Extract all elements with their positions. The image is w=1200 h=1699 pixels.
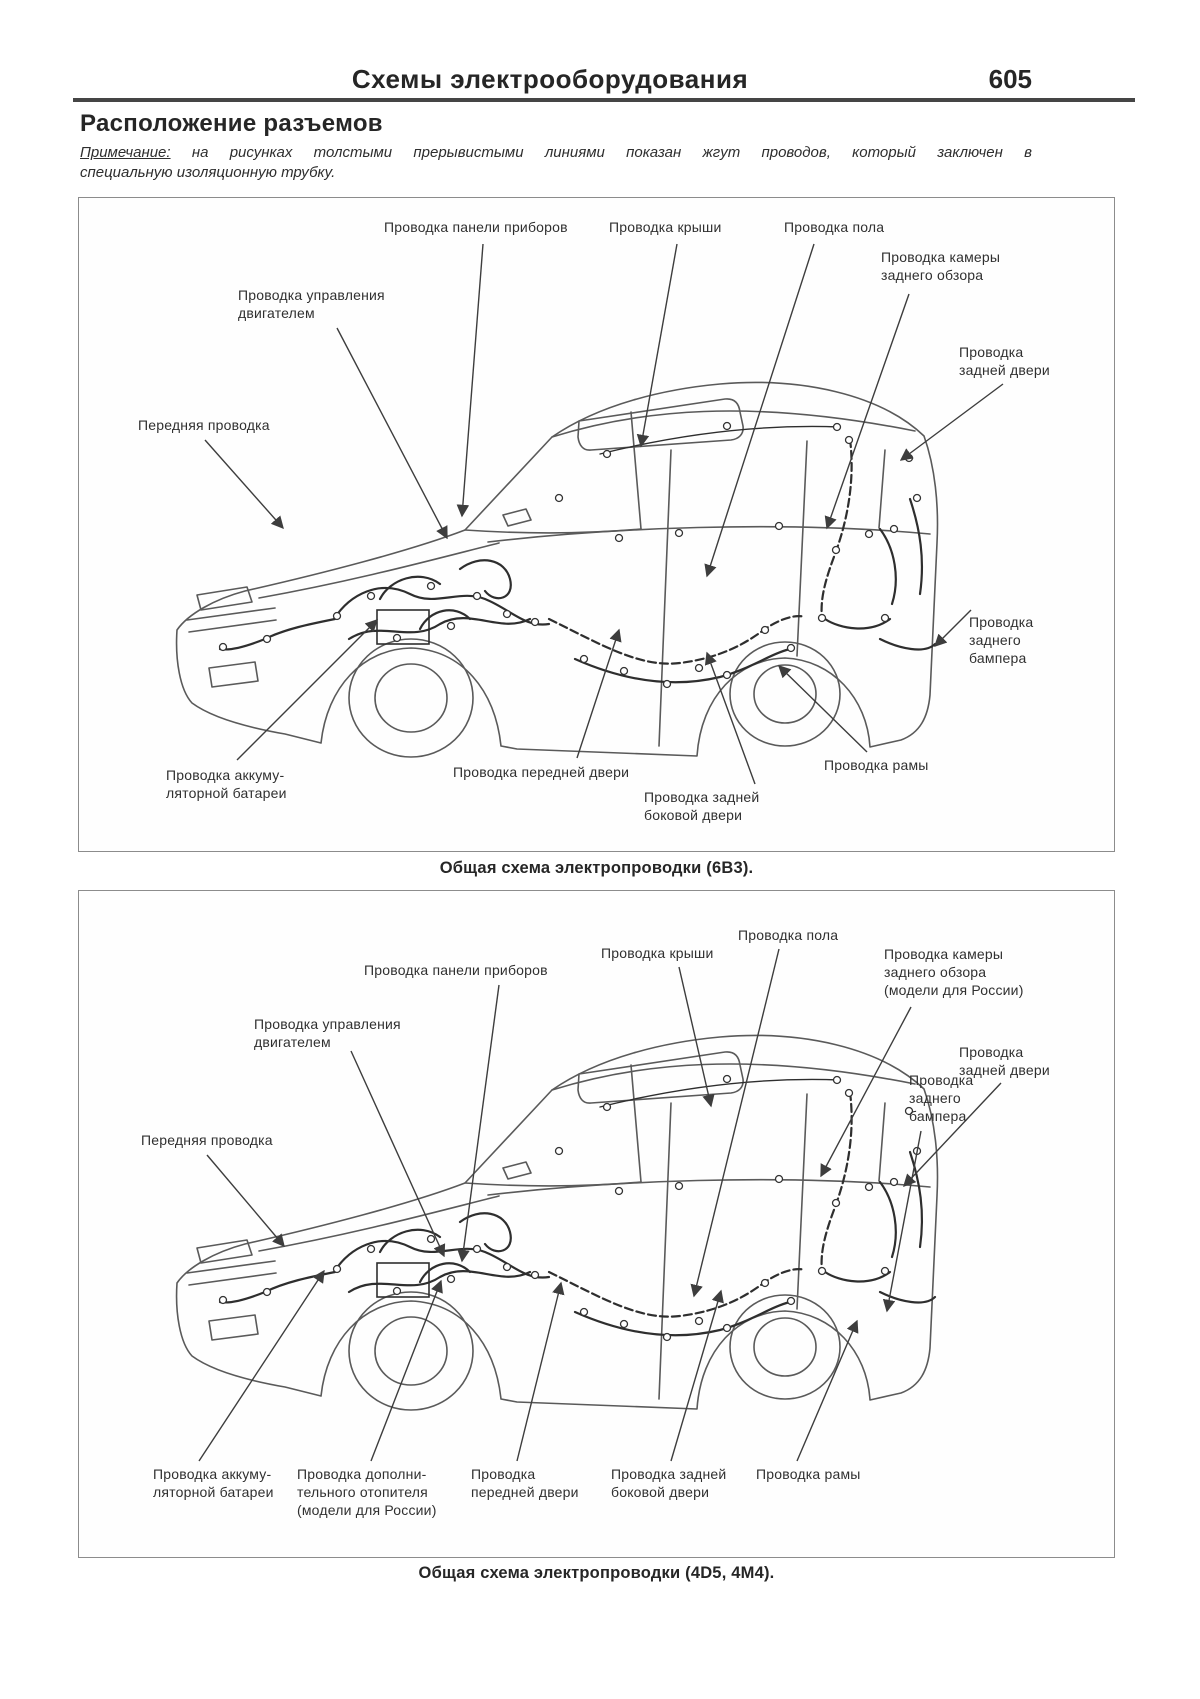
figure1-label-engine-control-harness: Проводка управления двигателем xyxy=(238,287,385,321)
car-windshield-base xyxy=(465,529,641,533)
car-body-outline xyxy=(177,382,938,756)
header-rule xyxy=(73,98,1135,102)
leader-engine-control-harness xyxy=(337,328,447,538)
leader-instrument-panel-harness xyxy=(462,244,483,516)
connector-dots xyxy=(220,423,921,688)
leader-instrument-panel-harness xyxy=(462,985,499,1261)
car-b-pillar xyxy=(659,450,671,746)
figure1-label-rear-bumper-harness: Проводка заднего бампера xyxy=(969,614,1034,666)
note-line-1 xyxy=(80,143,1032,163)
figure2-label-front-harness: Передняя проводка xyxy=(141,1132,273,1148)
leader-lines xyxy=(205,244,1003,784)
figure1-drawing xyxy=(79,198,1113,853)
leader-rear-camera-harness xyxy=(821,1007,911,1176)
leader-rear-bumper-harness xyxy=(935,610,971,646)
car-mirror xyxy=(503,509,531,526)
leader-front-harness xyxy=(205,440,283,528)
figure1-label-floor-harness: Проводка пола xyxy=(784,219,885,235)
figure1-label-front-door-harness: Проводка передней двери xyxy=(453,764,630,780)
figure1-label-battery-harness: Проводка аккуму- ляторной батареи xyxy=(166,767,287,801)
car-grille xyxy=(187,1261,276,1285)
figure2-label-instrument-panel-harness: Проводка панели приборов xyxy=(364,962,548,978)
note-text-part1: на рисунках толстыми прерывистыми линиями показан жгут проводов, который заключен в xyxy=(170,144,1032,161)
leader-front-harness xyxy=(207,1155,284,1246)
car-grille xyxy=(187,608,276,632)
leader-front-door-harness xyxy=(577,630,619,758)
car-foglamp xyxy=(209,1315,258,1340)
figure2-label-front-door-harness: Проводка передней двери xyxy=(471,1466,579,1500)
car-beltline xyxy=(488,527,930,542)
car-hood-line xyxy=(259,1196,499,1251)
figure2-label-engine-control-harness: Проводка управления двигателем xyxy=(254,1016,401,1050)
car-beltline xyxy=(488,1180,930,1195)
car-body-outline xyxy=(177,1035,938,1409)
car-line-art xyxy=(177,382,938,757)
car-c-pillar xyxy=(797,441,807,656)
figure1-caption: Общая схема электропроводки (6B3). xyxy=(439,859,754,877)
leader-engine-control-harness xyxy=(351,1051,444,1256)
figure2-label-frame-harness: Проводка рамы xyxy=(756,1466,861,1482)
figure2-label-roof-harness: Проводка крыши xyxy=(601,945,714,961)
figure1-label-rear-side-door-harness: Проводка задней боковой двери xyxy=(644,789,760,823)
front-wheel xyxy=(349,1292,473,1410)
leader-front-door-harness xyxy=(517,1283,561,1461)
front-wheel-rim xyxy=(375,1317,447,1385)
leader-rear-camera-harness xyxy=(827,294,909,528)
front-wheel xyxy=(349,639,473,757)
figure1-label-roof-harness: Проводка крыши xyxy=(609,219,722,235)
figure1-label-front-harness: Передняя проводка xyxy=(138,417,270,433)
wiring-harness xyxy=(220,426,935,682)
car-hood-line xyxy=(259,543,499,598)
connector-dots xyxy=(220,1076,921,1341)
figure2-label-battery-harness: Проводка аккуму- ляторной батареи xyxy=(153,1466,274,1500)
car-line-art xyxy=(177,1035,938,1410)
figure2-label-rear-bumper-harness: Проводка заднего бампера xyxy=(909,1072,974,1124)
car-roofline xyxy=(552,1064,915,1090)
wiring-harness xyxy=(220,1079,935,1335)
rear-wheel-rim xyxy=(754,1318,816,1376)
leader-frame-harness xyxy=(779,666,867,752)
page-header-title: Схемы электрооборудования xyxy=(351,64,749,94)
leader-rear-door-harness xyxy=(901,384,1003,460)
car-rear-quarter-line xyxy=(879,1103,885,1181)
figure-overall-wiring-6b3 xyxy=(78,197,1115,852)
leader-rear-bumper-harness xyxy=(887,1131,921,1311)
leader-roof-harness xyxy=(641,244,677,446)
car-mirror xyxy=(503,1162,531,1179)
figure1-label-rear-camera-harness: Проводка камеры заднего обзора xyxy=(881,249,1001,283)
figure2-label-rear-camera-harness: Проводка камеры заднего обзора (модели для России) xyxy=(884,946,1024,998)
front-wheel-rim xyxy=(375,664,447,732)
figure-overall-wiring-4d5-4m4 xyxy=(78,890,1115,1558)
figure1-label-frame-harness: Проводка рамы xyxy=(824,757,929,773)
page-number: 605 xyxy=(988,64,1032,94)
figure1-label-rear-door-harness: Проводка задней двери xyxy=(959,344,1050,378)
car-foglamp xyxy=(209,662,258,687)
leader-roof-harness xyxy=(679,967,711,1106)
car-rear-quarter-line xyxy=(879,450,885,528)
figure2-label-rear-side-door-harness: Проводка задней боковой двери xyxy=(611,1466,727,1500)
note xyxy=(80,143,1032,183)
figure1-label-instrument-panel-harness: Проводка панели приборов xyxy=(384,219,568,235)
figure2-caption: Общая схема электропроводки (4D5, 4M4). xyxy=(418,1564,775,1582)
figure2-label-floor-harness: Проводка пола xyxy=(738,927,839,943)
car-windshield-base xyxy=(465,1182,641,1186)
leader-frame-harness xyxy=(797,1321,857,1461)
note-line-2: специальную изоляционную трубку. xyxy=(80,164,336,181)
car-windshield-divider xyxy=(631,1065,641,1182)
figure2-label-aux-heater-harness: Проводка дополни- тельного отопителя (модели для России) xyxy=(297,1466,437,1518)
figure2-label-rear-door-harness: Проводка задней двери xyxy=(959,1044,1050,1078)
section-title: Расположение разъемов xyxy=(80,110,383,137)
car-c-pillar xyxy=(797,1094,807,1309)
leader-battery-harness xyxy=(199,1271,324,1461)
note-label: Примечание: xyxy=(80,144,171,161)
car-b-pillar xyxy=(659,1103,671,1399)
car-windshield-divider xyxy=(631,412,641,529)
leader-floor-harness xyxy=(694,949,779,1296)
